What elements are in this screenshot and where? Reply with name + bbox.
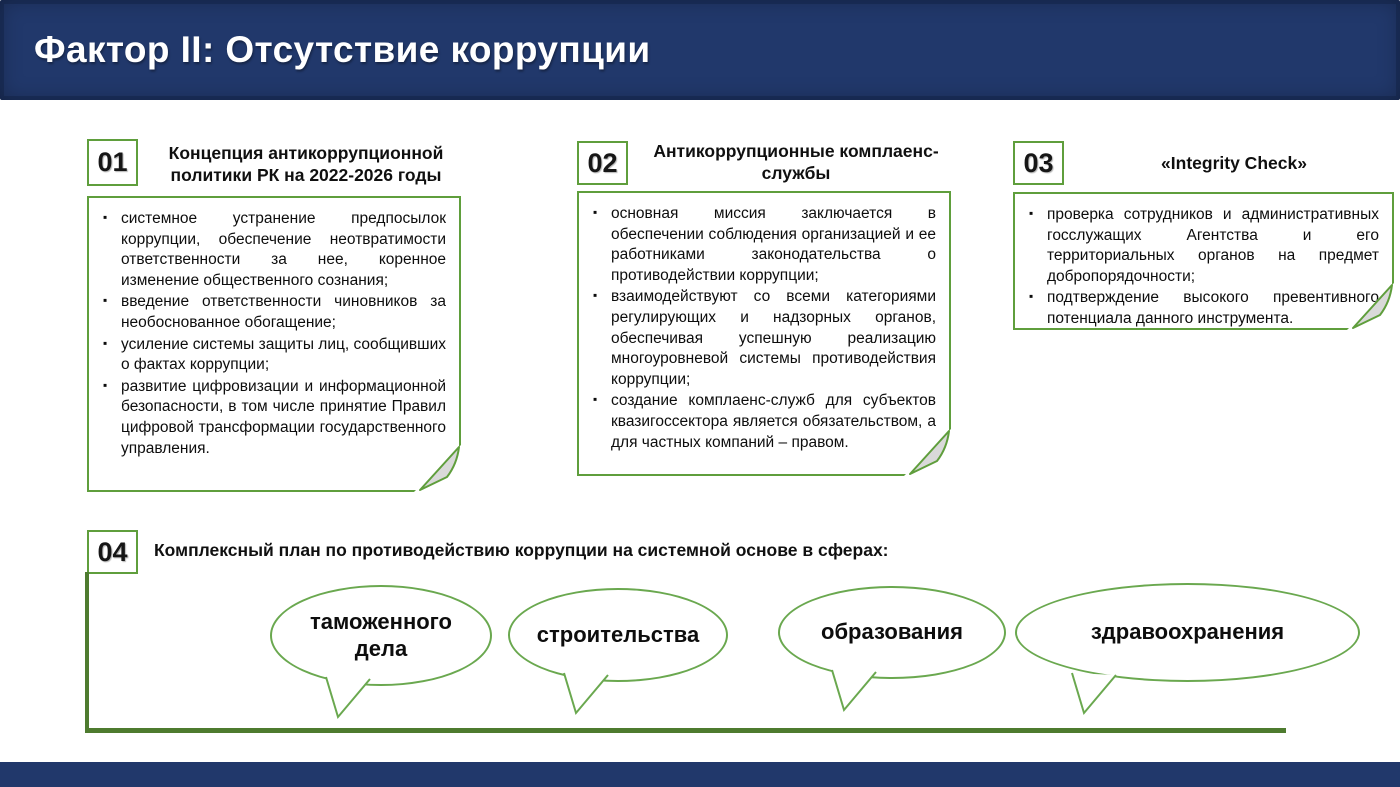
folded-corner-icon (904, 429, 951, 476)
bubble-tail-icon (826, 668, 882, 713)
bullet-list-02 (588, 204, 936, 453)
bullet-item: ▪ подтверждение высокого превентивного потенциала данного инструмента. (1024, 288, 1379, 329)
bullet-item: ▪ взаимодействуют со всеми категориями регулирующих и надзорных органов, обеспечивая успешную реализацию многоуровневой системы противодействия коррупции; (588, 287, 936, 390)
section-number-03: 03 (1013, 141, 1064, 185)
slide-title: Фактор II: Отсутствие коррупции (34, 29, 651, 70)
bullet-item: ▪ проверка сотрудников и административных госслужащих Агентства и его территориальных органов на предмет добропорядочности; (1024, 205, 1379, 287)
bullet-item: ▪ основная миссия заключается в обеспечении соблюдения организацией и ее работниками законодательства о противодействии коррупции; (588, 204, 936, 286)
bullet-item: ▪ усиление системы защиты лиц, сообщивших о фактах коррупции; (98, 335, 446, 376)
section-number-04: 04 (87, 530, 138, 574)
header-bar (0, 0, 1400, 100)
frame-line-horizontal (85, 728, 1286, 733)
bullet-list-01 (98, 209, 446, 459)
bubble-tail-icon (320, 675, 376, 720)
folded-corner-icon (1347, 283, 1394, 330)
section-number-01: 01 (87, 139, 138, 186)
bullet-item: ▪ введение ответственности чиновников за необоснованное обогащение; (98, 292, 446, 333)
bullet-item: ▪ системное устранение предпосылок коррупции, обеспечение неотвратимости ответственности за нее, коренное изменение общественного сознания; (98, 209, 446, 291)
bullet-item: ▪ создание комплаенс-служб для субъектов квазигоссектора является обязательством, а для частных компаний – правом. (588, 391, 936, 453)
bullet-list-03 (1024, 205, 1379, 330)
section-title-01: Концепция антикоррупционной политики РК на 2022-2026 годы (168, 143, 444, 186)
sphere-bubble-healthcare: здравоохранения (1015, 583, 1360, 682)
sphere-bubble-customs: таможенного дела (270, 585, 492, 686)
bubble-tail-icon (1066, 671, 1122, 716)
section-title-04: Комплексный план по противодействию коррупции на системной основе в сферах: (154, 540, 889, 560)
bubble-tail-icon (558, 671, 614, 716)
sphere-bubble-education: образования (778, 586, 1006, 679)
note-box-01 (87, 196, 461, 492)
note-box-03 (1013, 192, 1394, 330)
note-box-02 (577, 191, 951, 476)
section-title-03: «Integrity Check» (1161, 153, 1307, 173)
frame-line-vertical (85, 572, 89, 732)
bullet-item: ▪ развитие цифровизации и информационной безопасности, в том числе принятие Правил цифровой трансформации государственного управления. (98, 377, 446, 459)
section-title-02: Антикоррупционные комплаенс-службы (653, 141, 939, 184)
footer-bar (0, 762, 1400, 787)
sphere-bubble-construction: строительства (508, 588, 728, 682)
folded-corner-icon (414, 445, 461, 492)
section-number-02: 02 (577, 141, 628, 185)
